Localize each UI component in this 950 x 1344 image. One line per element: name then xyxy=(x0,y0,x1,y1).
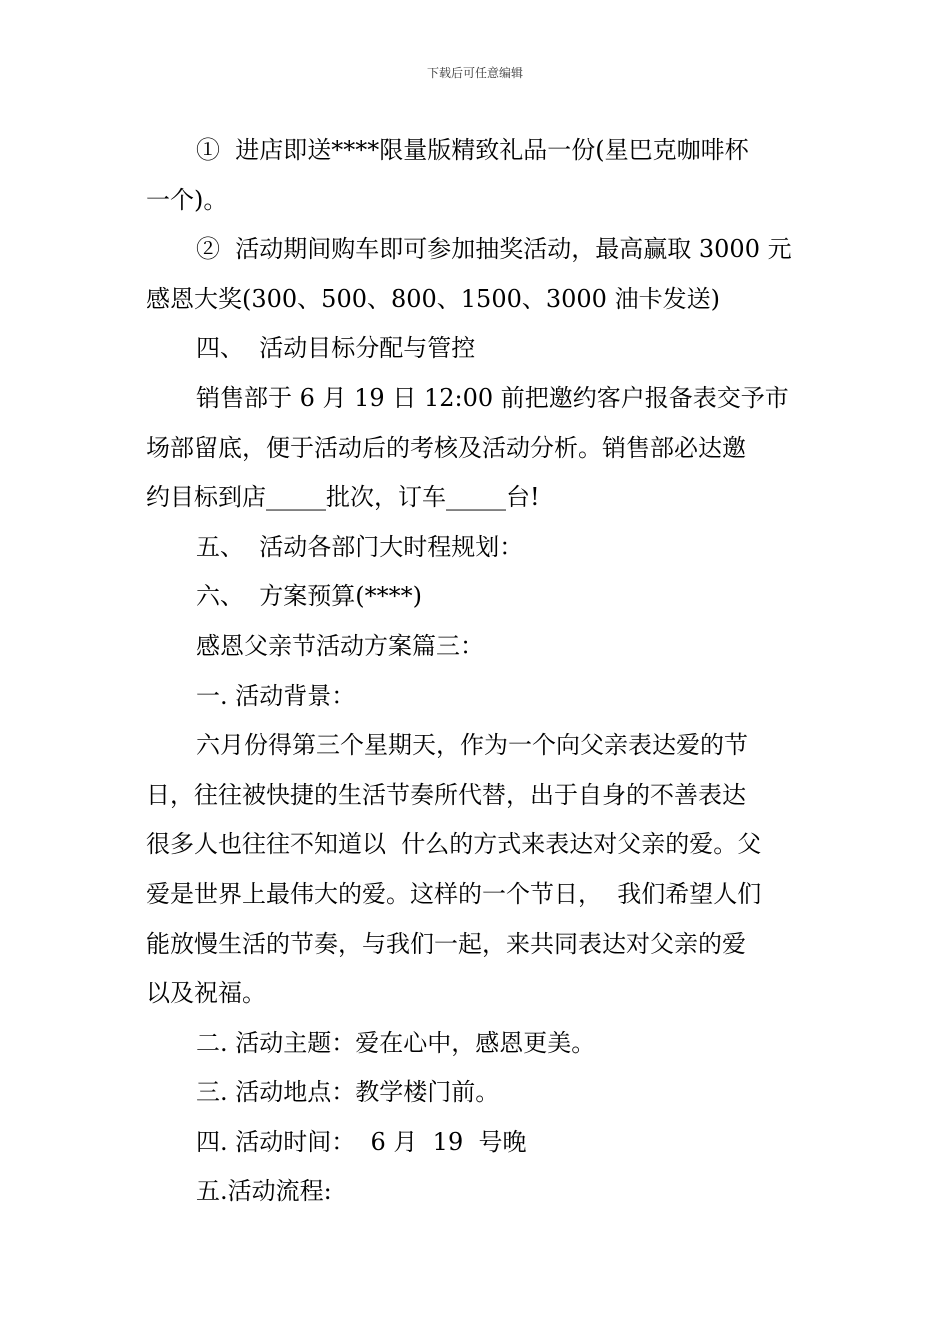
paragraph-line: 日，往往被快捷的生活节奏所代替，出于自身的不善表达 xyxy=(146,780,746,809)
paragraph-line: 六月份得第三个星期天，作为一个向父亲表达爱的节 xyxy=(196,731,748,760)
section-heading: 三. 活动地点：教学楼门前。 xyxy=(196,1078,500,1107)
section-title: 感恩父亲节活动方案篇三： xyxy=(196,631,484,660)
paragraph-line: 感恩大奖(300、500、800、1500、3000 油卡发送) xyxy=(146,284,720,313)
section-heading: 六、 方案预算(****) xyxy=(196,582,422,611)
section-heading: 五、 活动各部门大时程规划： xyxy=(196,532,524,561)
section-heading: 五.活动流程: xyxy=(196,1177,332,1206)
paragraph-line: 爱是世界上最伟大的爱。这样的一个节日， 我们希望人们 xyxy=(146,879,762,908)
section-heading: 四、 活动目标分配与管控 xyxy=(196,334,476,363)
paragraph-line: 很多人也往往不知道以 什么的方式来表达对父亲的爱。父 xyxy=(146,830,762,859)
section-heading: 一. 活动背景： xyxy=(196,681,356,710)
page-header: 下载后可任意编辑 xyxy=(426,66,523,80)
paragraph-line: ① 进店即送****限量版精致礼品一份(星巴克咖啡杯 xyxy=(196,136,749,164)
section-heading: 四. 活动时间： 6 月 19 号晚 xyxy=(196,1127,527,1156)
paragraph-line: ② 活动期间购车即可参加抽奖活动，最高赢取 3000 元 xyxy=(196,235,792,264)
paragraph-line: 以及祝福。 xyxy=(146,979,266,1008)
document-body xyxy=(146,126,808,1217)
paragraph-line: 销售部于 6 月 19 日 12:00 前把邀约客户报备表交予市 xyxy=(196,383,789,412)
paragraph-line: 约目标到店_____批次，订车_____台! xyxy=(146,483,540,512)
paragraph-line: 场部留底，便于活动后的考核及活动分析。销售部必达邀 xyxy=(146,433,746,462)
paragraph-line: 一个)。 xyxy=(146,185,228,214)
section-heading: 二. 活动主题：爱在心中，感恩更美。 xyxy=(196,1028,596,1057)
paragraph-line: 能放慢生活的节奏，与我们一起，来共同表达对父亲的爱 xyxy=(146,929,746,958)
